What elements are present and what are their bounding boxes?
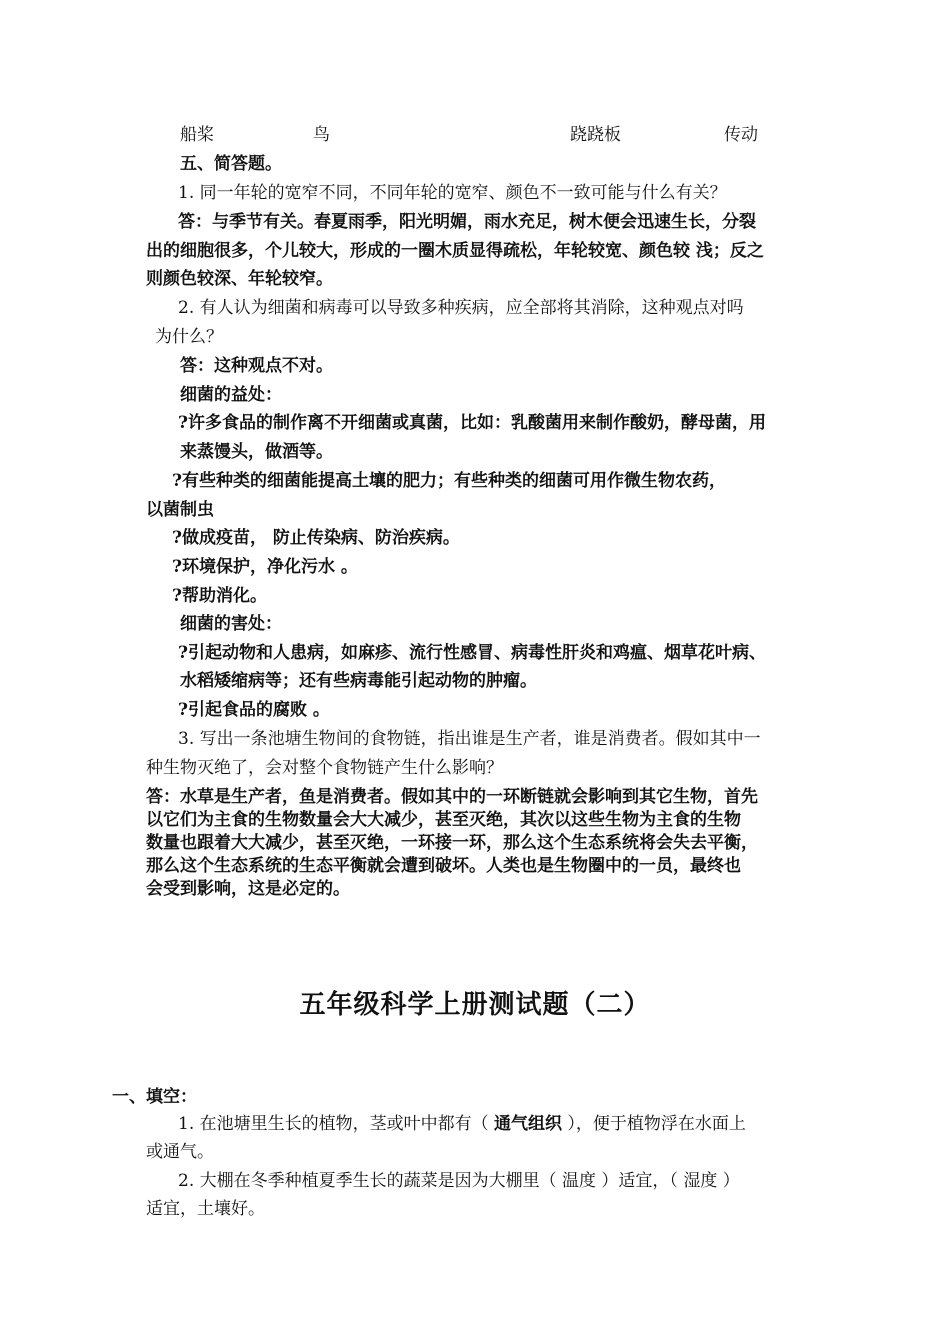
answer-1-line-1: 答：与季节有关。春夏雨季，阳光明媚，雨水充足，树木便会迅速生长，分裂 <box>178 212 756 232</box>
harm-2: ?引起食品的腐败 。 <box>178 700 330 720</box>
word-seesaw: 跷跷板 <box>570 125 621 145</box>
fill-question-2-post: ） <box>717 1171 740 1191</box>
word-bird: 鸟 <box>313 125 330 145</box>
answer-3-line-3: 数量也跟着大大减少，甚至灭绝，一环接一环，那么这个生态系统将会失去平衡， <box>146 833 758 853</box>
answer-3-line-4: 那么这个生态系统的生态平衡就会遭到破坏。人类也是生物圈中的一员，最终也 <box>146 856 741 876</box>
question-2-line-2: 为什么？ <box>155 327 223 347</box>
benefit-1-line-2: 来蒸馒头，做酒等。 <box>180 442 333 462</box>
fill-answer-2b: 湿度 <box>683 1171 718 1191</box>
section-1-heading: 一、填空： <box>112 1087 197 1107</box>
answer-1-line-3: 则颜色较深、年轮较窄。 <box>146 269 333 289</box>
fill-question-1-post: ），便于植物浮在水面上 <box>562 1114 746 1134</box>
benefit-heading: 细菌的益处： <box>180 385 282 405</box>
benefit-4: ?环境保护，净化污水 。 <box>172 557 358 577</box>
question-3-line-1: 3. 写出一条池塘生物间的食物链，指出谁是生产者，谁是消费者。假如其中一 <box>178 729 761 749</box>
benefit-3: ?做成疫苗， 防止传染病、防治疾病。 <box>172 528 460 548</box>
word-paddle: 船桨 <box>180 125 214 145</box>
fill-question-1-line-2: 或通气。 <box>146 1142 214 1162</box>
benefit-2-line-1: ?有些种类的细菌能提高土壤的肥力；有些种类的细菌可用作微生物农药， <box>172 471 726 491</box>
question-3-line-2: 种生物灭绝了，会对整个食物链产生什么影响？ <box>146 758 503 778</box>
fill-question-2-mid: ）适宜，（ <box>596 1171 684 1191</box>
harm-1-line-1: ?引起动物和人患病，如麻疹、流行性感冒、病毒性肝炎和鸡瘟、烟草花叶病、 <box>178 643 766 663</box>
question-1: 1. 同一年轮的宽窄不同，不同年轮的宽窄、颜色不一致可能与什么有关？ <box>178 183 727 203</box>
word-transmission: 传动 <box>724 125 758 145</box>
fill-question-1-pre: 1. 在池塘里生长的植物，茎或叶中都有（ <box>178 1114 495 1134</box>
harm-1-line-2: 水稻矮缩病等；还有些病毒能引起动物的肿瘤。 <box>180 671 537 691</box>
answer-3-line-5: 会受到影响，这是必定的。 <box>146 879 350 899</box>
benefit-2-line-2: 以菌制虫 <box>146 500 214 520</box>
fill-question-2 <box>178 1170 740 1192</box>
answer-1-line-2: 出的细胞很多，个儿较大，形成的一圈木质显得疏松，年轮较宽、颜色较 浅；反之 <box>146 241 764 261</box>
answer-3-line-2: 以它们为主食的生物数量会大大减少，甚至灭绝，其次以这些生物为主食的生物 <box>146 810 741 830</box>
answer-2-intro: 答：这种观点不对。 <box>180 356 333 376</box>
fill-question-2-line-2: 适宜，土壤好。 <box>146 1199 265 1219</box>
benefit-1-line-1: ?许多食品的制作离不开细菌或真菌，比如：乳酸菌用来制作酸奶，酵母菌，用 <box>178 413 766 433</box>
fill-answer-1: 通气组织 <box>494 1114 563 1134</box>
page-title: 五年级科学上册测试题（二） <box>299 990 651 1020</box>
question-2-line-1: 2. 有人认为细菌和病毒可以导致多种疾病，应全部将其消除，这种观点对吗 <box>178 298 744 318</box>
fill-question-1 <box>178 1113 746 1135</box>
harm-heading: 细菌的害处： <box>180 614 282 634</box>
benefit-5: ?帮助消化。 <box>172 586 267 606</box>
fill-answer-2a: 温度 <box>562 1171 597 1191</box>
answer-3-line-1: 答：水草是生产者，鱼是消费者。假如其中的一环断链就会影响到其它生物，首先 <box>146 787 758 807</box>
section-5-heading: 五、简答题。 <box>180 154 282 174</box>
fill-question-2-pre: 2. 大棚在冬季种植夏季生长的蔬菜是因为大棚里（ <box>178 1171 563 1191</box>
